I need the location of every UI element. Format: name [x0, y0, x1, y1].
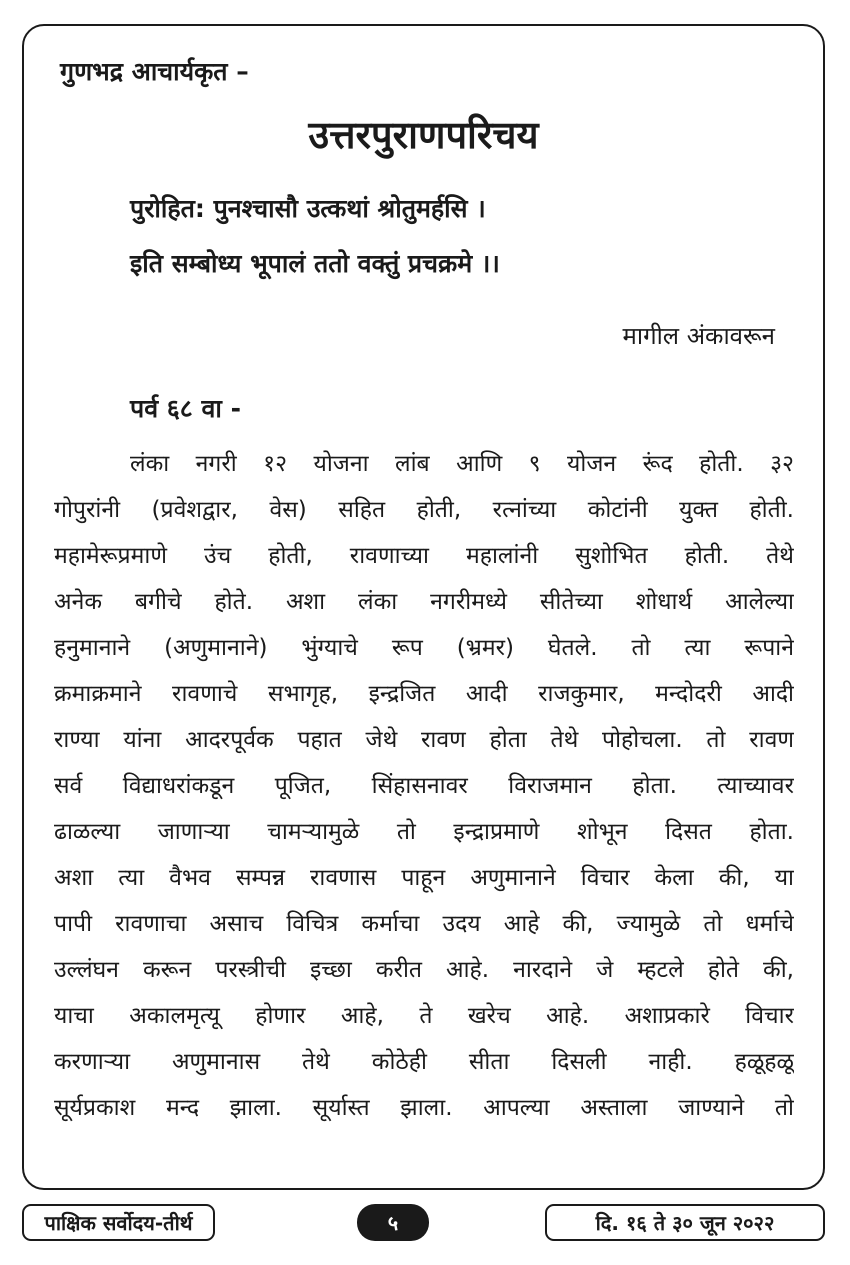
source-note: मागील अंकावरून [622, 322, 775, 350]
paragraph-line: लंका नगरी १२ योजना लांब आणि ९ योजन रूंद होती. ३२ [130, 451, 794, 477]
verse-line: इति सम्बोध्य भूपालं ततो वक्तुं प्रचक्रमे ।। [130, 249, 500, 278]
verse-line: पुरोहित: पुनश्चासौ उत्कथां श्रोतुमर्हसि । [130, 194, 486, 223]
paragraph-line: क्रमाक्रमाने रावणाचे सभागृह, इन्द्रजित आदी राजकुमार, मन्दोदरी आदी [54, 681, 794, 707]
paragraph-line: याचा अकालमृत्यू होणार आहे, ते खरेच आहे. अशाप्रकारे विचार [54, 1003, 794, 1029]
page-number: ५ [357, 1204, 429, 1241]
paragraph-line: हनुमानाने (अणुमानाने) भुंग्याचे रूप (भ्रमर) घेतले. तो त्या रूपाने [54, 635, 794, 661]
paragraph-line: गोपुरांनी (प्रवेशद्वार, वेस) सहित होती, रत्नांच्या कोटांनी युक्त होती. [54, 497, 794, 523]
body-text [54, 441, 794, 1131]
paragraph-line: सूर्यप्रकाश मन्द झाला. सूर्यास्त झाला. आपल्या अस्ताला जाण्याने तो [54, 1095, 794, 1121]
paragraph-line: ढाळल्या जाणाऱ्या चामऱ्यामुळे तो इन्द्राप्रमाणे शोभून दिसत होता. [54, 819, 794, 845]
paragraph-line: महामेरूप्रमाणे उंच होती, रावणाच्या महालांनी सुशोभित होती. तेथे [54, 543, 794, 569]
publication-name: पाक्षिक सर्वोदय-तीर्थ [22, 1204, 215, 1241]
issue-date: दि. १६ ते ३० जून २०२२ [545, 1204, 825, 1241]
paragraph-line: अशा त्या वैभव सम्पन्न रावणास पाहून अणुमानाने विचार केला की, या [54, 865, 794, 891]
page-title: उत्तरपुराणपरिचय [308, 113, 539, 157]
paragraph-line: पापी रावणाचा असाच विचित्र कर्माचा उदय आहे की, ज्यामुळे तो धर्माचे [54, 911, 794, 937]
paragraph-line: राण्या यांना आदरपूर्वक पहात जेथे रावण होता तेथे पोहोचला. तो रावण [54, 727, 794, 753]
paragraph-line: सर्व विद्याधरांकडून पूजित, सिंहासनावर विराजमान होता. त्याच्यावर [54, 773, 794, 799]
chapter-heading: पर्व ६८ वा - [130, 394, 241, 423]
series-heading: गुणभद्र आचार्यकृत – [60, 57, 249, 86]
paragraph-line: उल्लंघन करून परस्त्रीची इच्छा करीत आहे. नारदाने जे म्हटले होते की, [54, 957, 794, 983]
article-frame [22, 24, 825, 1190]
paragraph-line: करणाऱ्या अणुमानास तेथे कोठेही सीता दिसली नाही. हळूहळू [54, 1049, 794, 1075]
paragraph-line: अनेक बगीचे होते. अशा लंका नगरीमध्ये सीतेच्या शोधार्थ आलेल्या [54, 589, 794, 615]
